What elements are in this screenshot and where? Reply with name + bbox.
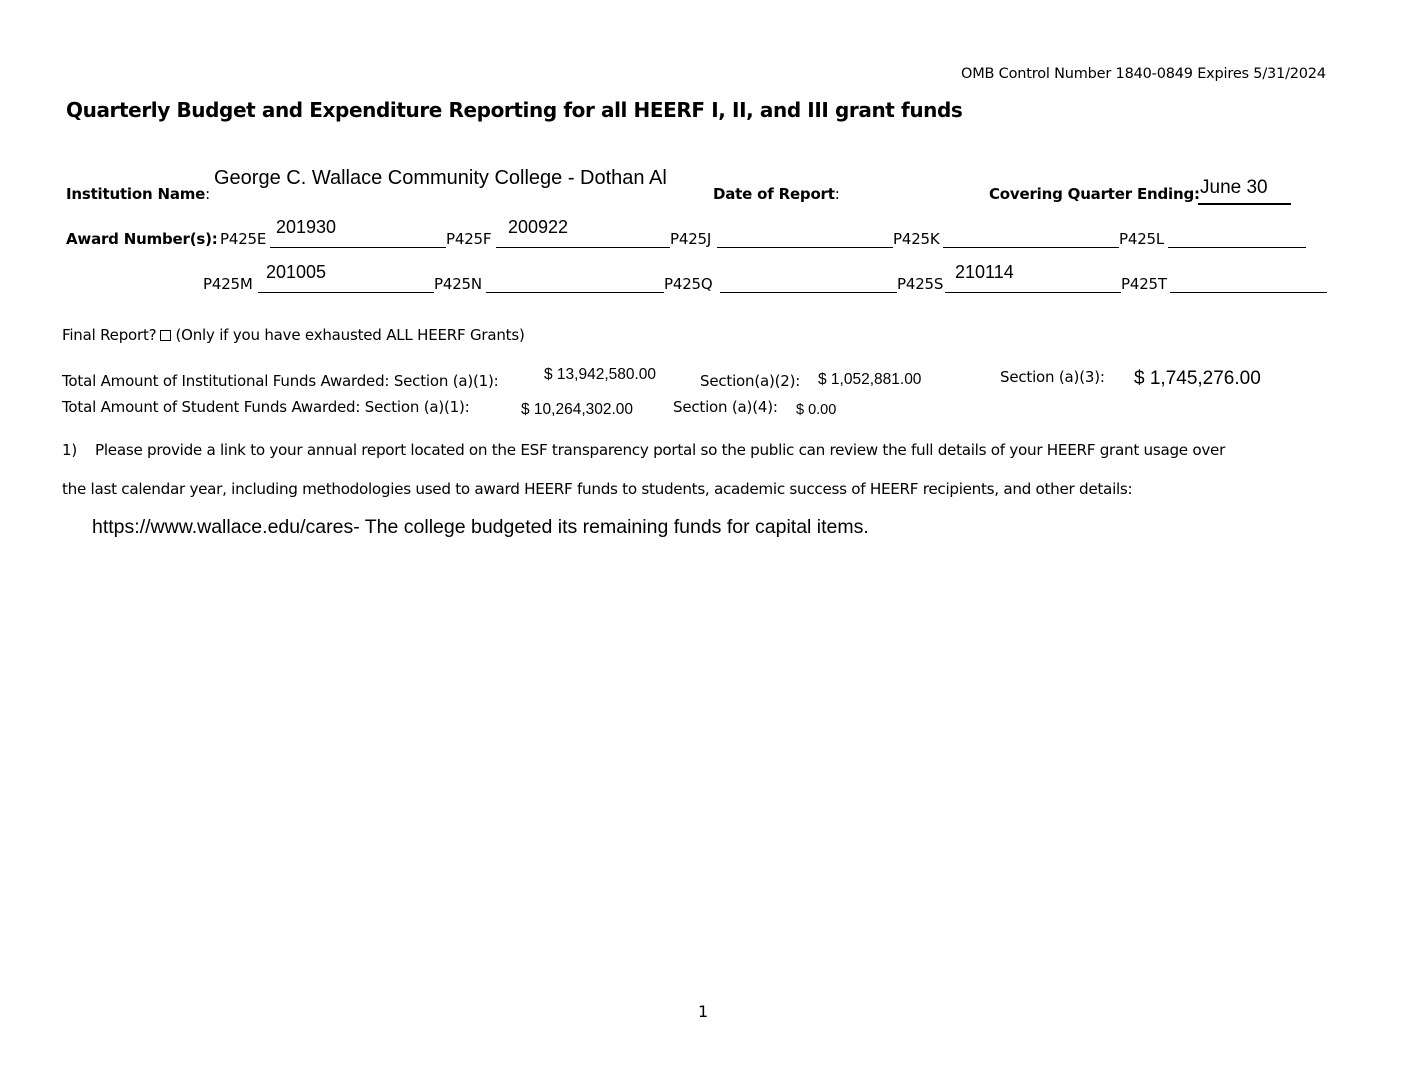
award-line-p425t [1170,292,1327,293]
award-code-p425m: P425M [203,275,253,293]
award-numbers-label: Award Number(s): [66,230,218,248]
award-code-p425q: P425Q [664,275,713,293]
section-a2-label: Section(a)(2): [700,372,801,390]
award-line-p425e [270,247,446,248]
award-code-p425f: P425F [446,230,492,248]
award-code-p425l: P425L [1119,230,1165,248]
award-line-p425q [720,292,897,293]
covering-quarter-underline [1198,203,1291,205]
question-1-line-2: the last calendar year, including methodologies used to award HEERF funds to students, academic success of HEERF recipients, and other details: [62,480,1133,498]
award-code-p425j: P425J [670,230,712,248]
award-code-p425t: P425T [1121,275,1167,293]
section-a4-value[interactable]: $ 0.00 [796,402,837,418]
section-a3-value[interactable]: $ 1,745,276.00 [1134,368,1261,389]
final-report-note: (Only if you have exhausted ALL HEERF Grants) [175,326,525,344]
institutional-funds-label: Total Amount of Institutional Funds Awarded: Section (a)(1): [62,372,499,390]
award-value-p425e[interactable]: 201930 [276,217,337,237]
covering-quarter-label: Covering Quarter Ending: [989,185,1200,203]
award-line-p425k [943,247,1119,248]
award-line-p425s [945,292,1121,293]
section-a3-label: Section (a)(3): [1000,368,1105,386]
award-line-p425j [717,247,893,248]
question-1-number: 1) [62,441,77,459]
student-a1-value[interactable]: $ 10,264,302.00 [521,401,634,418]
covering-quarter-value[interactable]: June 30 [1200,177,1268,198]
award-line-p425m [258,292,434,293]
page-number: 1 [698,1002,708,1021]
award-value-p425s[interactable]: 210114 [955,262,1014,282]
omb-control-number: OMB Control Number 1840-0849 Expires 5/31/2024 [961,66,1326,82]
section-a4-label: Section (a)(4): [673,398,778,416]
institution-name-value[interactable]: George C. Wallace Community College - Dothan Al [214,167,667,189]
page-title: Quarterly Budget and Expenditure Reporting for all HEERF I, II, and III grant funds [66,98,963,122]
award-line-p425l [1168,247,1306,248]
section-a2-value[interactable]: $ 1,052,881.00 [818,371,922,388]
question-1-line-1: Please provide a link to your annual report located on the ESF transparency portal so the public can review the full details of your HEERF grant usage over [95,441,1226,459]
question-1-answer[interactable]: https://www.wallace.edu/cares- The college budgeted its remaining funds for capital items. [92,516,869,538]
student-funds-label: Total Amount of Student Funds Awarded: Section (a)(1): [62,398,470,416]
institutional-a1-value[interactable]: $ 13,942,580.00 [544,366,657,383]
award-code-p425k: P425K [893,230,940,248]
award-code-p425e: P425E [220,230,267,248]
award-value-p425f[interactable]: 200922 [508,217,569,237]
final-report-label: Final Report? [62,326,157,344]
final-report-checkbox[interactable] [160,330,171,341]
award-code-p425n: P425N [434,275,482,293]
final-report-row [62,326,525,344]
date-of-report-label: Date of Report: [713,185,840,203]
award-value-p425m[interactable]: 201005 [266,262,327,282]
award-code-p425s: P425S [897,275,944,293]
award-line-p425n [486,292,664,293]
institution-name-label: Institution Name: [66,185,211,203]
award-line-p425f [496,247,670,248]
